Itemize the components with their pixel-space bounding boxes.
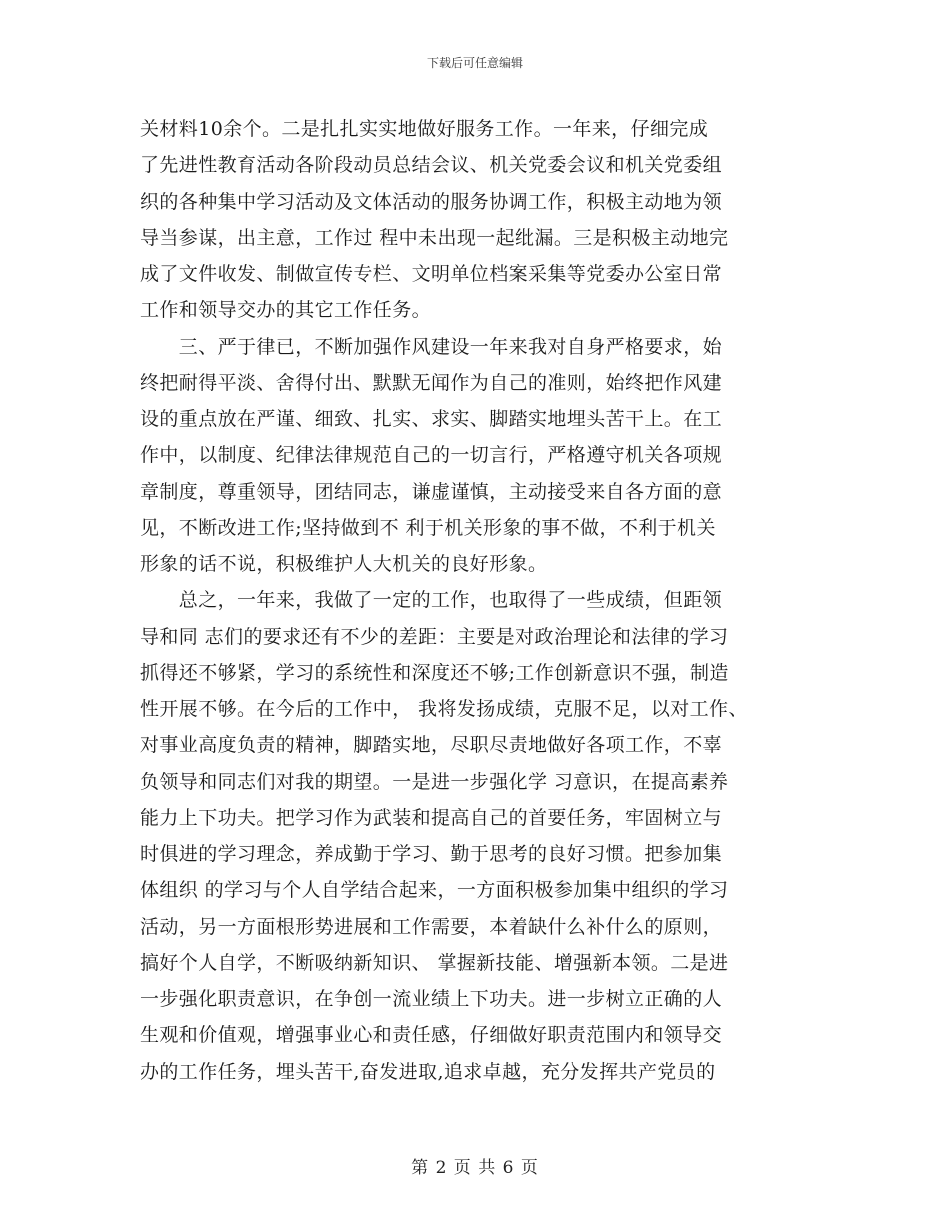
text-line: 生观和价值观，增强事业心和责任感，仔细做好职责范围内和领导交 <box>140 1024 723 1047</box>
text-line: 办的工作任务，埋头苦干,奋发进取,追求卓越，充分发挥共产党员的 <box>140 1060 716 1083</box>
text-line: 章制度，尊重领导，团结同志，谦虚谨慎，主动接受来自各方面的意 <box>140 480 723 503</box>
text-line: 终把耐得平淡、舍得付出、默默无闻作为自己的准则，始终把作风建 <box>140 371 723 394</box>
text-line: 织的各种集中学习活动及文体活动的服务协调工作，积极主动地为领 <box>140 190 723 213</box>
text-line: 工作和领导交办的其它工作任务。 <box>140 299 432 322</box>
text-line: 成了文件收发、制做宣传专栏、文明单位档案采集等党委办公室日常 <box>140 263 723 285</box>
text-line: 搞好个人自学，不断吸纳新知识、 掌握新技能、增强新本领。二是进 <box>140 951 729 974</box>
text-line: 作中，以制度、纪律法律规范自己的一切言行，严格遵守机关各项规 <box>140 444 723 467</box>
text-line: 负领导和同志们对我的期望。一是进一步强化学 习意识，在提高素养 <box>140 770 729 793</box>
text-line: 形象的话不说，积极维护人大机关的良好形象。 <box>140 553 548 575</box>
text-line: 体组织 的学习与个人自学结合起来，一方面积极参加集中组织的学习 <box>140 879 729 902</box>
text-line: 能力上下功夫。把学习作为武装和提高自己的首要任务，牢固树立与 <box>140 806 723 829</box>
text-line: 时俱进的学习理念，养成勤于学习、勤于思考的良好习惯。把参加集 <box>140 843 723 865</box>
text-line: 对事业高度负责的精神，脚踏实地，尽职尽责地做好各项工作，不辜 <box>140 734 723 757</box>
text-line: 导和同 志们的要求还有不少的差距：主要是对政治理论和法律的学习 <box>140 625 729 648</box>
text-line: 关材料10余个。二是扎扎实实地做好服务工作。一年来，仔细完成 <box>140 118 709 140</box>
text-line: 设的重点放在严谨、细致、扎实、求实、脚踏实地埋头苦干上。在工 <box>140 408 723 430</box>
text-line: 见，不断改进工作;坚持做到不 利于机关形象的事不做，不利于机关 <box>140 516 716 539</box>
text-line: 了先进性教育活动各阶段动员总结会议、机关党委会议和机关党委组 <box>140 154 723 177</box>
page-header: 下载后可任意编辑 <box>426 56 523 70</box>
text-line: 性开展不够。在今后的工作中， 我将发扬成绩，克服不足，以对工作、 <box>140 698 748 720</box>
text-line: 一步强化职责意识，在争创一流业绩上下功夫。进一步树立正确的人 <box>140 988 723 1010</box>
document-body <box>140 111 820 1090</box>
text-line: 活动，另一方面根形势进展和工作需要，本着缺什么补什么的原则， <box>140 915 723 938</box>
text-line: 总之，一年来，我做了一定的工作，也取得了一些成绩，但距领 <box>140 589 723 612</box>
page-number: 第 2 页 共 6 页 <box>411 1158 539 1178</box>
text-line: 三、严于律已，不断加强作风建设一年来我对自身严格要求，始 <box>140 335 723 358</box>
text-line: 导当参谋，出主意，工作过 程中未出现一起纰漏。三是积极主动地完 <box>140 226 729 249</box>
text-line: 抓得还不够紧，学习的系统性和深度还不够;工作创新意识不强，制造 <box>140 661 729 684</box>
